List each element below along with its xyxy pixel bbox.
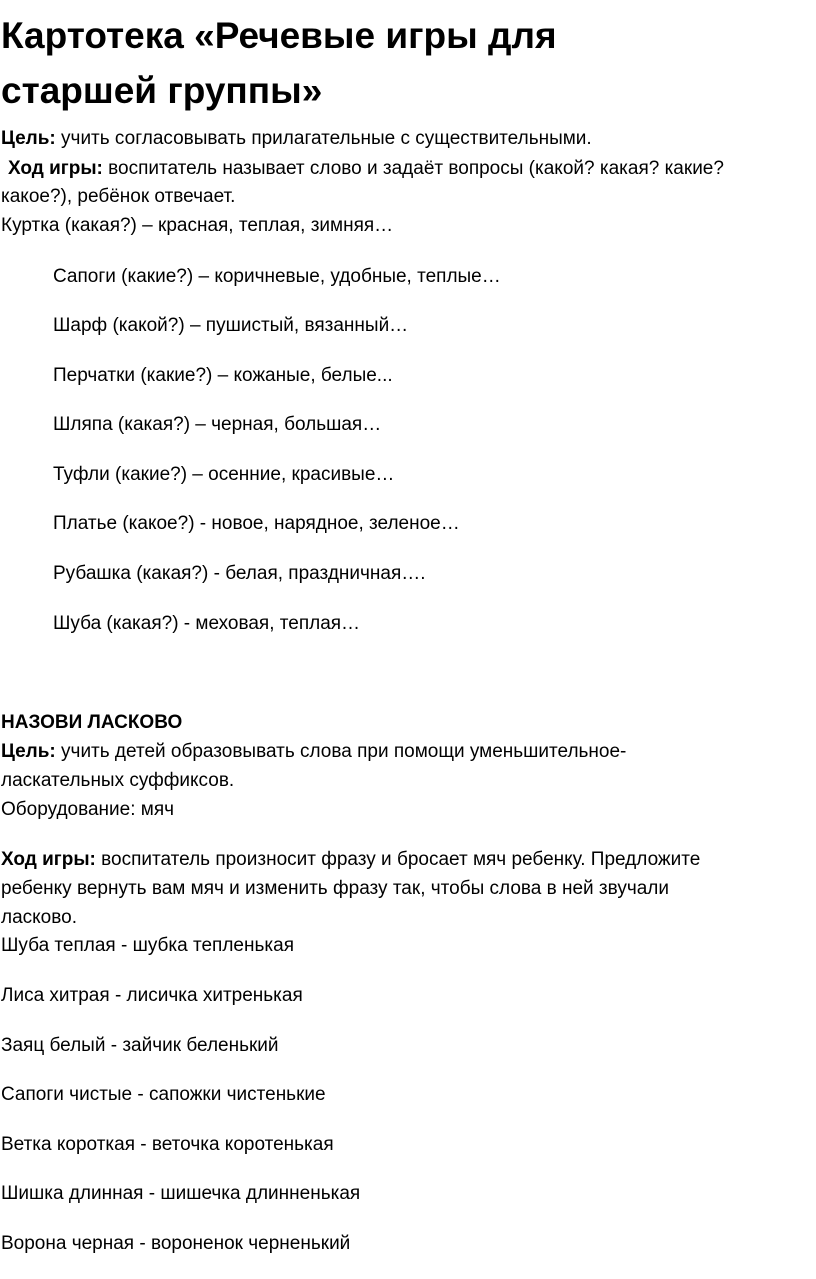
game2-example: [1, 1032, 279, 1060]
game2-example: [1, 1230, 350, 1258]
example-text: Рубашка (какая?) - белая, праздничная….: [53, 563, 426, 584]
game2-example: [1, 932, 294, 960]
game2-goal-continued: [1, 767, 234, 795]
game1-goal-text: учить согласовывать прилагательные с существительными.: [55, 128, 592, 149]
game2-example: [1, 982, 303, 1010]
example-text: Шишка длинная - шишечка длинненькая: [1, 1183, 361, 1204]
game1-goal-label: Цель:: [1, 128, 56, 149]
game2-heading-text: НАЗОВИ ЛАСКОВО: [1, 712, 183, 733]
game1-move-label: Ход игры:: [8, 158, 103, 179]
game1-first-example: [1, 212, 393, 240]
game1-example: [53, 263, 501, 291]
game1-example: [53, 610, 360, 638]
example-text: Шляпа (какая?) – черная, большая…: [53, 414, 382, 435]
game2-move: [1, 846, 700, 874]
game2-example: [1, 1131, 334, 1159]
game2-example: [1, 1081, 326, 1109]
example-text: Ворона черная - вороненок черненький: [1, 1233, 351, 1254]
example-text: Шуба (какая?) - меховая, теплая…: [53, 613, 361, 634]
game1-example: [53, 411, 381, 439]
example-text: Туфли (какие?) – осенние, красивые…: [53, 464, 395, 485]
game2-move-text-1: воспитатель произносит фразу и бросает мяч ребенку. Предложите: [95, 849, 701, 870]
game2-goal: [1, 738, 626, 766]
example-text: Сапоги (какие?) – коричневые, удобные, теплые…: [53, 266, 501, 287]
equipment-text: Оборудование: мяч: [1, 799, 175, 820]
example-text: Ветка короткая - веточка коротенькая: [1, 1134, 334, 1155]
game2-move-continued: [1, 875, 669, 903]
game1-move-continued: [1, 183, 235, 211]
example-text: Заяц белый - зайчик беленький: [1, 1035, 279, 1056]
game1-example: [53, 461, 394, 489]
game2-heading: [1, 709, 182, 737]
document-title: [1, 8, 801, 118]
game2-example: [1, 1180, 360, 1208]
example-text: Перчатки (какие?) – кожаные, белые...: [53, 365, 393, 386]
game2-goal-label: Цель:: [1, 741, 56, 762]
title-line-2: старшей группы»: [1, 70, 323, 111]
example-text: Сапоги чистые - сапожки чистенькие: [1, 1084, 326, 1105]
game2-move-label: Ход игры:: [1, 849, 96, 870]
game1-example: [53, 560, 426, 588]
example-text: Шуба теплая - шубка тепленькая: [1, 935, 294, 956]
game2-move-text-3: ласково.: [1, 907, 77, 928]
example-text: Шарф (какой?) – пушистый, вязанный…: [53, 315, 409, 336]
game2-goal-text-1: учить детей образовывать слова при помощи уменьшительное-: [55, 741, 627, 762]
example-text: Лиса хитрая - лисичка хитренькая: [1, 985, 303, 1006]
game2-move-continued: [1, 904, 77, 932]
game1-move-text-2: какое?), ребёнок отвечает.: [1, 186, 236, 207]
game2-goal-text-2: ласкательных суффиксов.: [1, 770, 235, 791]
game1-example: [53, 312, 408, 340]
title-line-1: Картотека «Речевые игры для: [1, 15, 557, 56]
game2-equipment: [1, 796, 174, 824]
game1-example: [53, 362, 393, 390]
game1-goal: [1, 125, 592, 153]
example-text: Куртка (какая?) – красная, теплая, зимняя…: [1, 215, 394, 236]
game2-move-text-2: ребенку вернуть вам мяч и изменить фразу так, чтобы слова в ней звучали: [1, 878, 669, 899]
game1-move: [8, 155, 724, 183]
example-text: Платье (какое?) - новое, нарядное, зеленое…: [53, 513, 460, 534]
game1-example: [53, 510, 460, 538]
game1-move-text-1: воспитатель называет слово и задаёт вопросы (какой? какая? какие?: [102, 158, 724, 179]
